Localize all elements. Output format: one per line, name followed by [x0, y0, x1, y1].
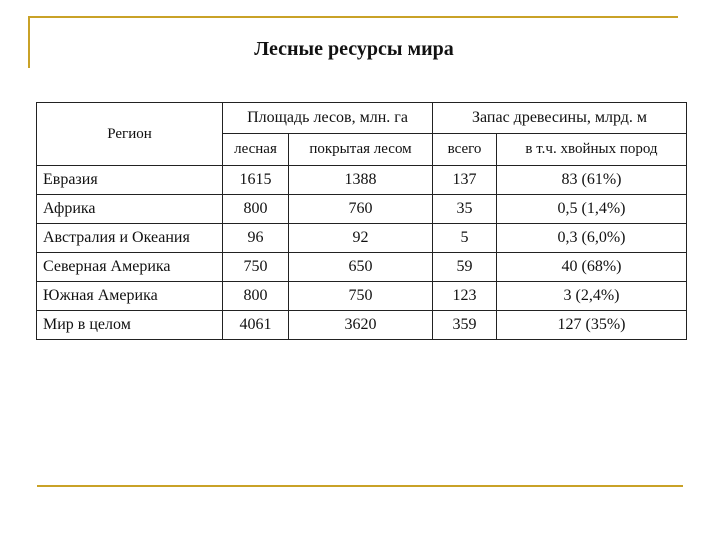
region-name: Евразия — [37, 166, 223, 195]
forest-covered-value: 650 — [289, 253, 433, 282]
forest-covered-value: 760 — [289, 195, 433, 224]
timber-total-value: 5 — [433, 224, 497, 253]
timber-total-value: 35 — [433, 195, 497, 224]
region-name: Мир в целом — [37, 311, 223, 340]
timber-conifer-value: 0,5 (1,4%) — [497, 195, 687, 224]
timber-total-value: 59 — [433, 253, 497, 282]
forest-covered-value: 92 — [289, 224, 433, 253]
timber-total-value: 359 — [433, 311, 497, 340]
timber-stock-group-header: Запас древесины, млрд. м — [433, 103, 687, 134]
timber-total-value: 137 — [433, 166, 497, 195]
region-name: Африка — [37, 195, 223, 224]
table-header-row — [37, 103, 687, 134]
timber-conifer-value: 83 (61%) — [497, 166, 687, 195]
forest-covered-value: 1388 — [289, 166, 433, 195]
forest-land-value: 750 — [223, 253, 289, 282]
forest-covered-column-header: покрытая лесом — [289, 134, 433, 166]
table-row — [37, 282, 687, 311]
region-name: Северная Америка — [37, 253, 223, 282]
timber-conifer-value: 40 (68%) — [497, 253, 687, 282]
timber-conifer-value: 3 (2,4%) — [497, 282, 687, 311]
timber-conifer-value: 0,3 (6,0%) — [497, 224, 687, 253]
table-row — [37, 195, 687, 224]
region-column-header: Регион — [37, 103, 223, 166]
forest-land-value: 800 — [223, 195, 289, 224]
timber-conifer-column-header: в т.ч. хвойных пород — [497, 134, 687, 166]
forest-land-column-header: лесная — [223, 134, 289, 166]
table-row — [37, 224, 687, 253]
slide-title: Лесные ресурсы мира — [254, 38, 454, 60]
region-name: Южная Америка — [37, 282, 223, 311]
frame-bottom-rule — [37, 485, 683, 487]
forest-land-value: 1615 — [223, 166, 289, 195]
timber-conifer-value: 127 (35%) — [497, 311, 687, 340]
region-name: Австралия и Океания — [37, 224, 223, 253]
forest-area-group-header: Площадь лесов, млн. га — [223, 103, 433, 134]
frame-top-rule — [28, 16, 678, 18]
forest-land-value: 96 — [223, 224, 289, 253]
forest-land-value: 4061 — [223, 311, 289, 340]
forest-covered-value: 750 — [289, 282, 433, 311]
timber-total-column-header: всего — [433, 134, 497, 166]
forest-land-value: 800 — [223, 282, 289, 311]
forest-covered-value: 3620 — [289, 311, 433, 340]
table-row — [37, 166, 687, 195]
table-row — [37, 253, 687, 282]
timber-total-value: 123 — [433, 282, 497, 311]
table-row — [37, 311, 687, 340]
forest-resources-table — [36, 102, 687, 340]
